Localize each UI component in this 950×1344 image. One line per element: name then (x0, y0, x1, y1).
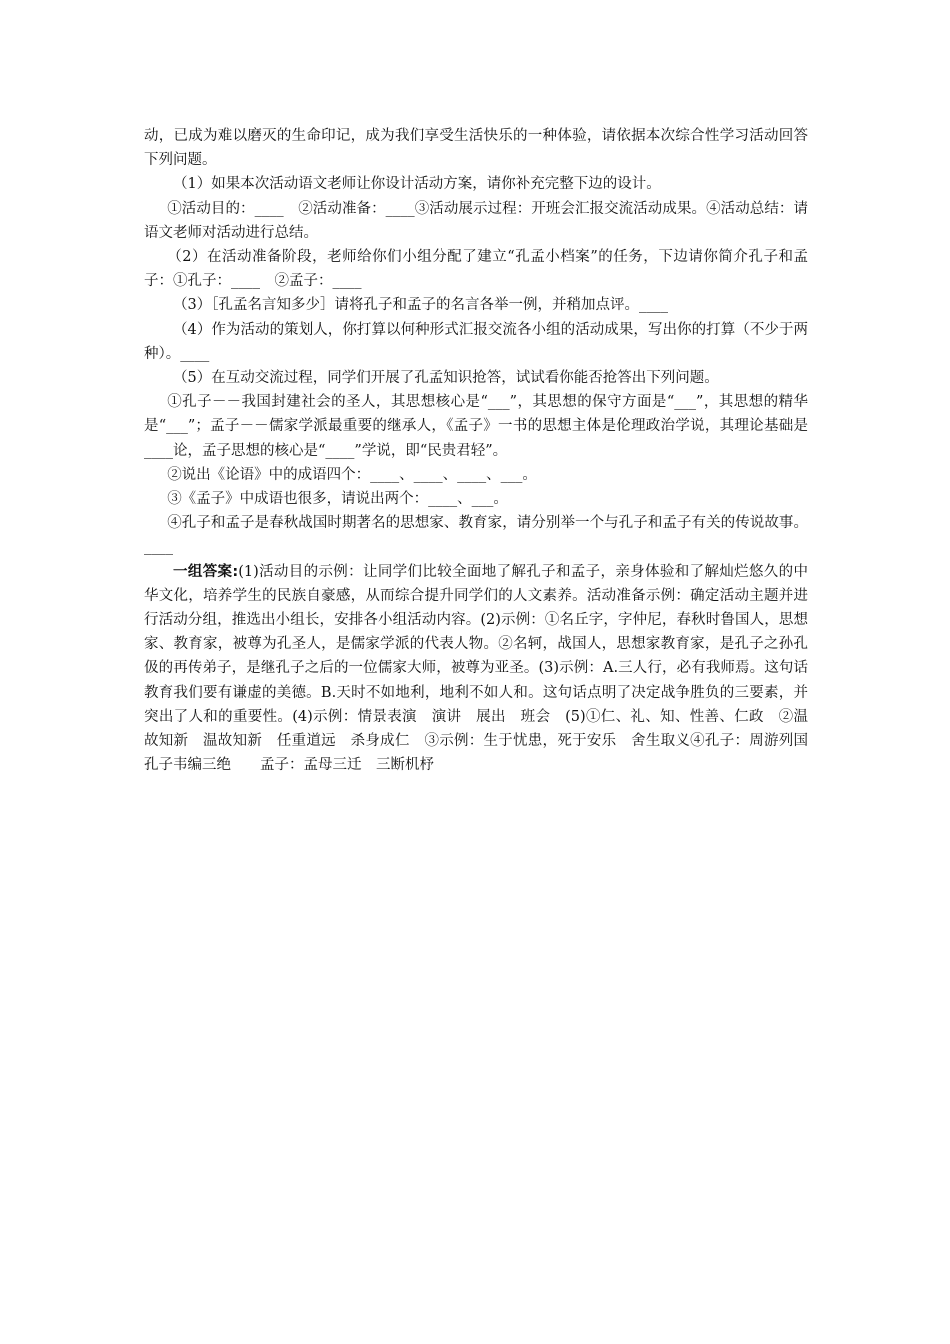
question-2: （2）在活动准备阶段，老师给你们小组分配了建立“孔孟小档案”的任务，下边请你简介孔子和孟子：①孔子：____ ②孟子：____ (144, 249, 808, 290)
question-5-item-4: ④孔子和孟子是春秋战国时期著名的思想家、教育家，请分别举一个与孔子和孟子有关的传说故事。____ (144, 515, 808, 556)
question-1: （1）如果本次活动语文老师让你设计活动方案，请你补充完整下边的设计。 (173, 176, 661, 193)
answer-text: (1)活动目的示例：让同学们比较全面地了解孔子和孟子，亲身体验和了解灿烂悠久的中华文化，培养学生的民族自豪感，从而综合提升同学们的人文素养。活动准备示例：确定活动主题并进行活动分组，推选出小组长，安排各小组活动内容。(2)示例：①名丘字，字仲尼，春秋时鲁国人，思想家、教育家，被尊为孔圣人，是儒家学派的代表人物。②名轲，战国人，思想家教育家，是孔子之孙孔伋的再传弟子，是继孔子之后的一位儒家大师，被尊为亚圣。(3)示例：A.三人行，必有我师焉。这句话教育我们要有谦虚的美德。B.天时不如地利，地利不如人和。这句话点明了决定战争胜负的三要素，并突出了人和的重要性。(4)示例：情景表演 演讲 展出 班会 (5)①仁、礼、知、性善、仁政 ②温故知新 温故知新 任重道远 杀身成仁 ③示例：生于忧患，死于安乐 舍生取义④孔子：周游列国 孔子韦编三绝 孟子：孟母三迁 三断机杼 (144, 563, 823, 774)
answer-label: 一组答案: (173, 563, 239, 580)
question-text-block (144, 124, 823, 777)
question-3: （3）［孔孟名言知多少］请将孔子和孟子的名言各举一例，并稍加点评。____ (173, 297, 668, 314)
question-1-items: ①活动目的：____ ②活动准备：____③活动展示过程：开班会汇报交流活动成果。④活动总结：请语文老师对活动进行总结。 (144, 200, 808, 241)
question-4: （4）作为活动的策划人，你打算以何种形式汇报交流各小组的活动成果，写出你的打算（不少于两种）。____ (144, 321, 808, 362)
question-5-item-2: ②说出《论语》中的成语四个：____、____、____、___。 (167, 466, 537, 483)
question-5-item-3: ③《孟子》中成语也很多，请说出两个：____、___。 (167, 491, 508, 508)
question-5-item-1: ①孔子－－我国封建社会的圣人，其思想核心是“___”，其思想的保守方面是“___”，其思想的精华是“___”；孟子－－儒家学派最重要的继承人，《孟子》一书的思想主体是伦理政治学说，其理论基础是____论，孟子思想的核心是“____”学说，即“民贵君轻”。 (144, 394, 808, 459)
answer-paragraph (144, 560, 823, 778)
question-5: （5）在互动交流过程，同学们开展了孔孟知识抢答，试试看你能否抢答出下列问题。 (173, 370, 719, 387)
intro-paragraph: 动，已成为难以磨灭的生命印记，成为我们享受生活快乐的一种体验，请依据本次综合性学习活动回答下列问题。 (144, 128, 808, 169)
